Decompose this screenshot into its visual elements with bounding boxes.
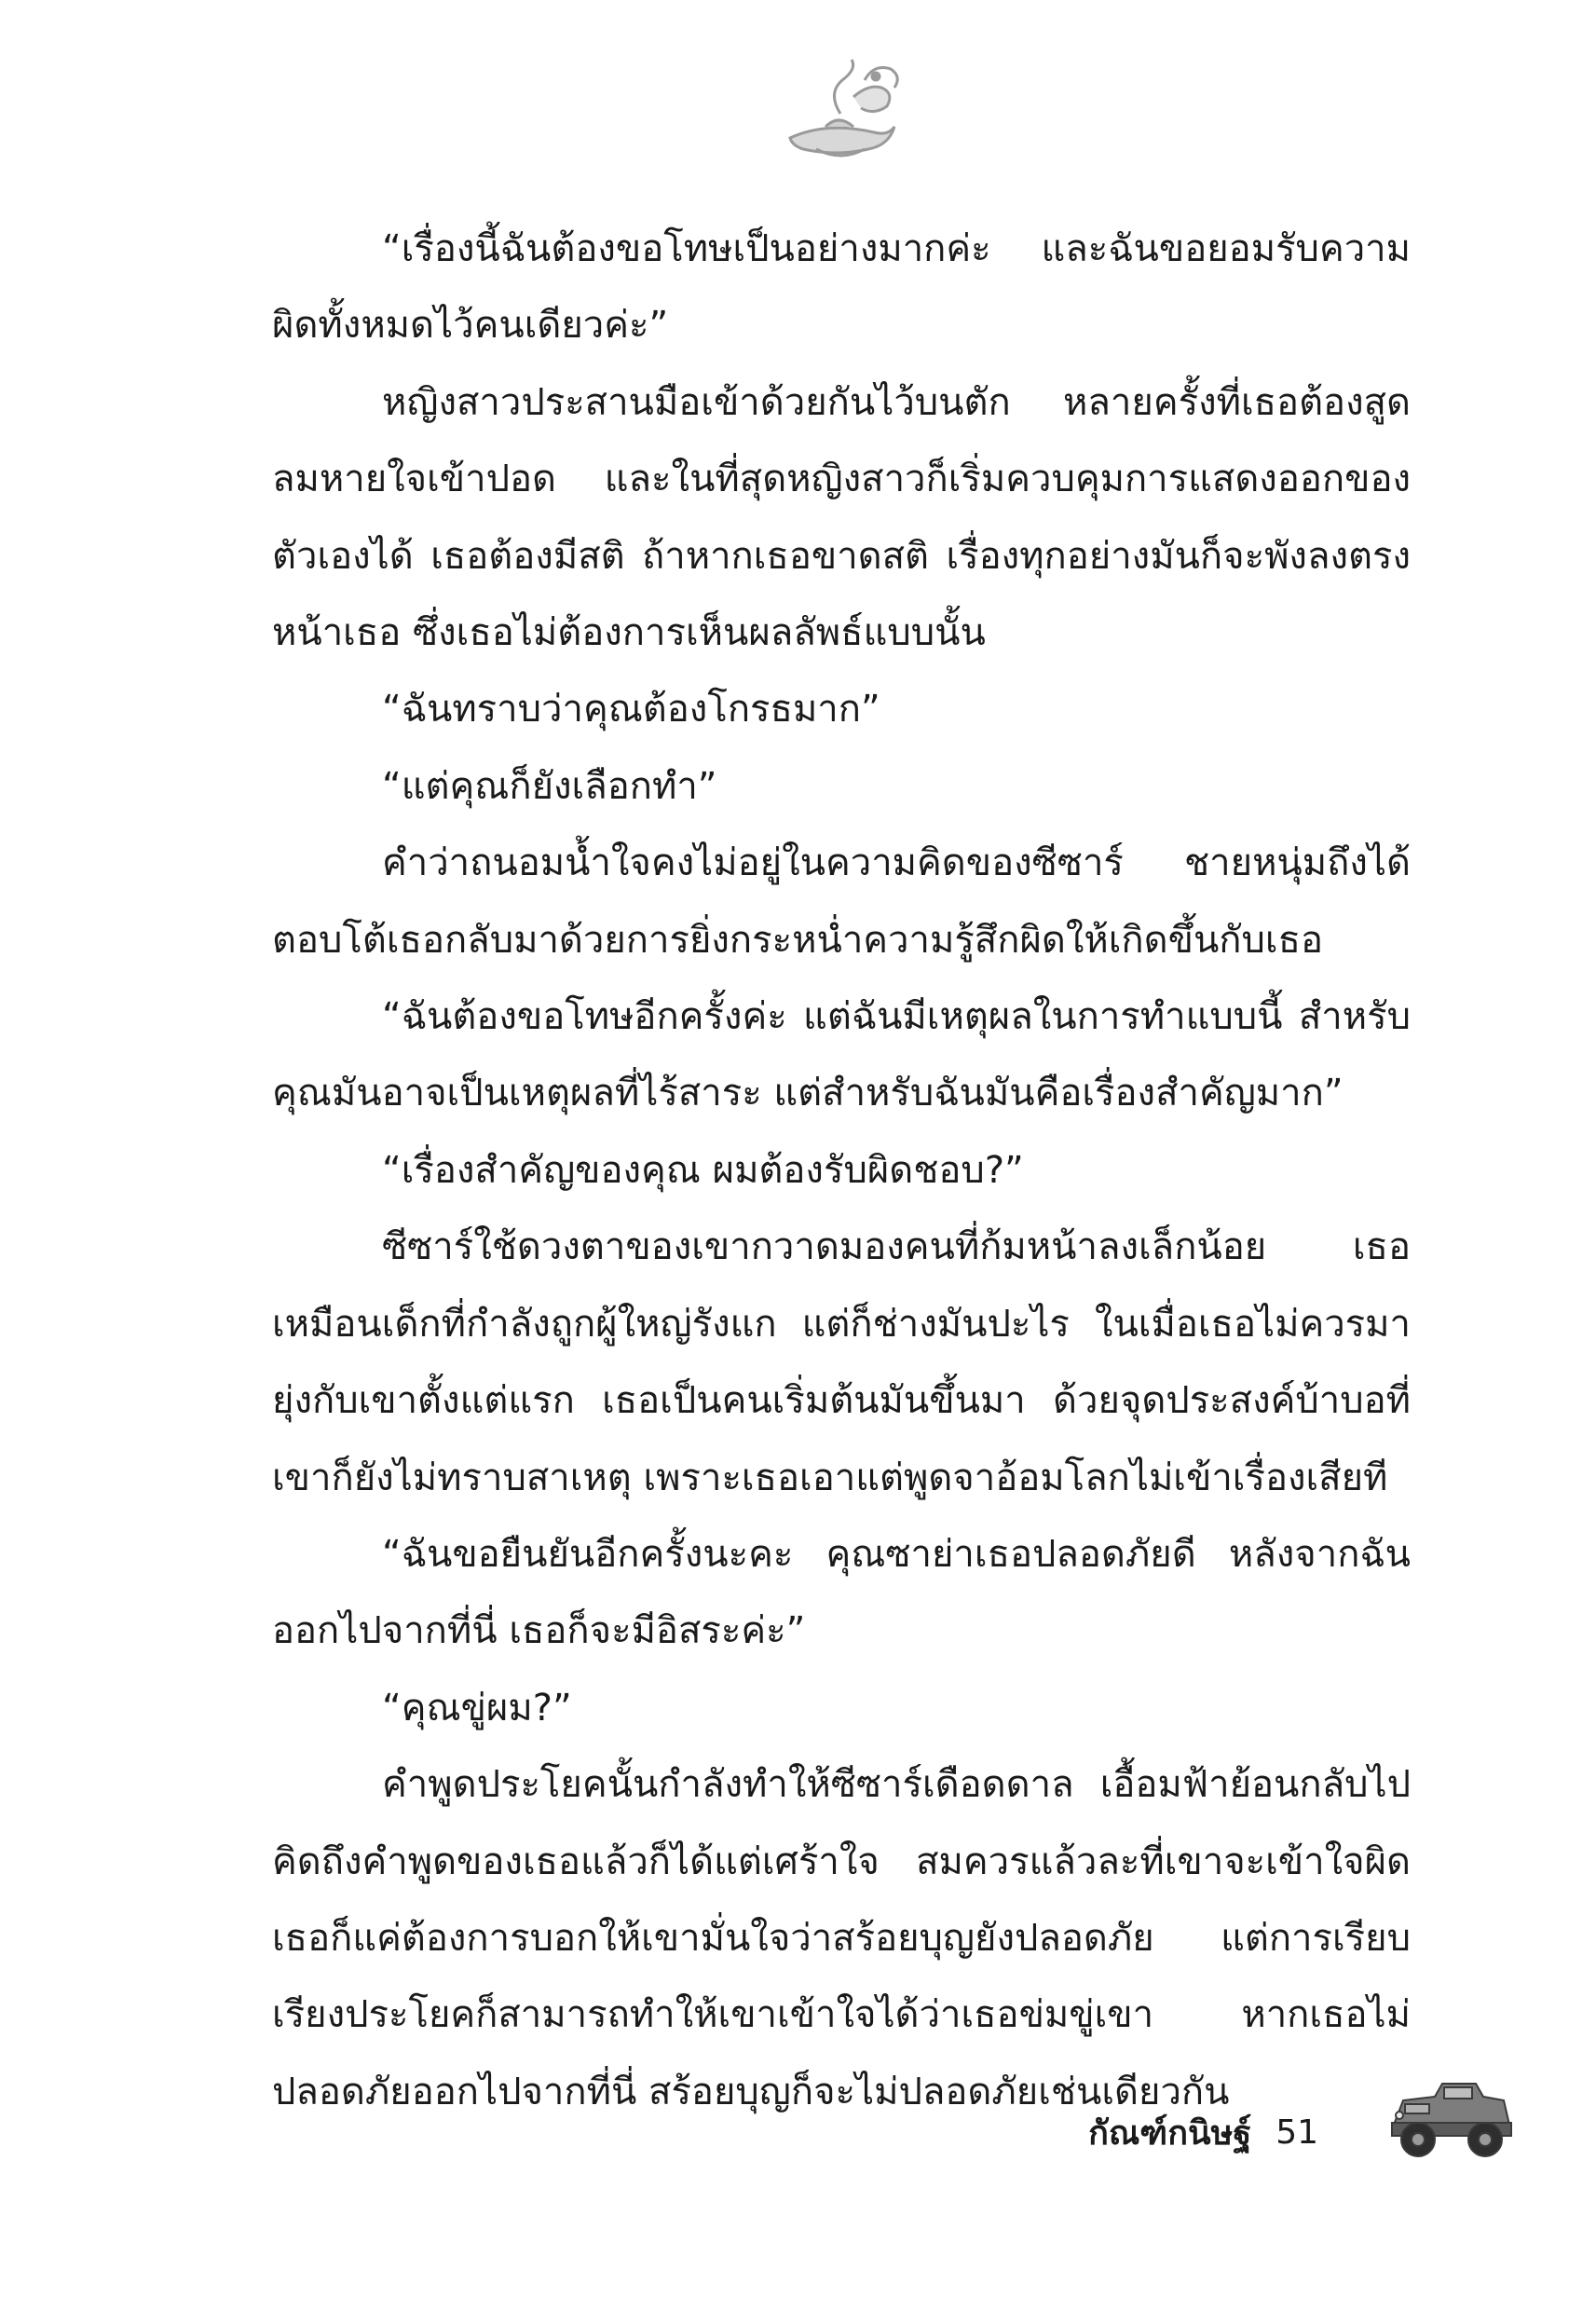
page-number: 51 — [1275, 2113, 1318, 2152]
paragraph: คำพูดประโยคนั้นกำลังทำให้ซีซาร์เดือดดาล เอื้อมฟ้าย้อนกลับไปคิดถึงคำพูดของเธอแล้วก็ได้แต่เศร้าใจ สมควรแล้วละที่เขาจะเข้าใจผิด เธอก็แค่ต้องการบอกให้เขามั่นใจว่าสร้อยบุญยังปลอดภัย แต่การเรียบเรียงประโยคก็สามารถทำให้เขาเข้าใจได้ว่าเธอข่มขู่เขา หากเธอไม่ปลอดภัยออกไปจากที่นี่ สร้อยบุญก็จะไม่ปลอดภัยเช่นเดียวกัน — [272, 1763, 1411, 2113]
paragraph: “เรื่องสำคัญของคุณ ผมต้องรับผิดชอบ?” — [382, 1148, 1024, 1192]
page-footer — [1088, 2104, 1318, 2160]
magic-lamp-icon — [771, 56, 911, 168]
paragraph: “แต่คุณก็ยังเลือกทำ” — [382, 764, 717, 808]
jeep-icon — [1386, 2059, 1517, 2171]
body-text — [272, 211, 1411, 2130]
paragraph: “ฉันทราบว่าคุณต้องโกรธมาก” — [382, 688, 880, 732]
book-title: กัณฑ์กนิษฐ์ — [1088, 2113, 1252, 2153]
paragraph: “เรื่องนี้ฉันต้องขอโทษเป็นอย่างมากค่ะ และฉันขอยอมรับความผิดทั้งหมดไว้คนเดียวค่ะ” — [272, 227, 1411, 348]
paragraph: ซีซาร์ใช้ดวงตาของเขากวาดมองคนที่ก้มหน้าลงเล็กน้อย เธอเหมือนเด็กที่กำลังถูกผู้ใหญ่รังแก แต่ก็ช่างมันปะไร ในเมื่อเธอไม่ควรมายุ่งกับเขาตั้งแต่แรก เธอเป็นคนเริ่มต้นมันขึ้นมา ด้วยจุดประสงค์บ้าบอที่เขาก็ยังไม่ทราบสาเหตุ เพราะเธอเอาแต่พูดจาอ้อมโลกไม่เข้าเรื่องเสียที — [272, 1225, 1411, 1499]
paragraph: หญิงสาวประสานมือเข้าด้วยกันไว้บนตัก หลายครั้งที่เธอต้องสูดลมหายใจเข้าปอด และในที่สุดหญิงสาวก็เริ่มควบคุมการแสดงออกของตัวเองได้ เธอต้องมีสติ ถ้าหากเธอขาดสติ เรื่องทุกอย่างมันก็จะพังลงตรงหน้าเธอ ซึ่งเธอไม่ต้องการเห็นผลลัพธ์แบบนั้น — [272, 380, 1411, 655]
paragraph: “คุณขู่ผม?” — [382, 1686, 572, 1730]
paragraph: “ฉันขอยืนยันอีกครั้งนะคะ คุณซาย่าเธอปลอดภัยดี หลังจากฉันออกไปจากที่นี่ เธอก็จะมีอิสระค่ะ” — [272, 1532, 1411, 1653]
paragraph: “ฉันต้องขอโทษอีกครั้งค่ะ แต่ฉันมีเหตุผลในการทำแบบนี้ สำหรับคุณมันอาจเป็นเหตุผลที่ไร้สาระ แต่สำหรับฉันมันคือเรื่องสำคัญมาก” — [272, 995, 1411, 1115]
paragraph: คำว่าถนอมน้ำใจคงไม่อยู่ในความคิดของซีซาร์ ชายหนุ่มถึงได้ตอบโต้เธอกลับมาด้วยการยิ่งกระหน่ำความรู้สึกผิดให้เกิดขึ้นกับเธอ — [272, 841, 1411, 962]
